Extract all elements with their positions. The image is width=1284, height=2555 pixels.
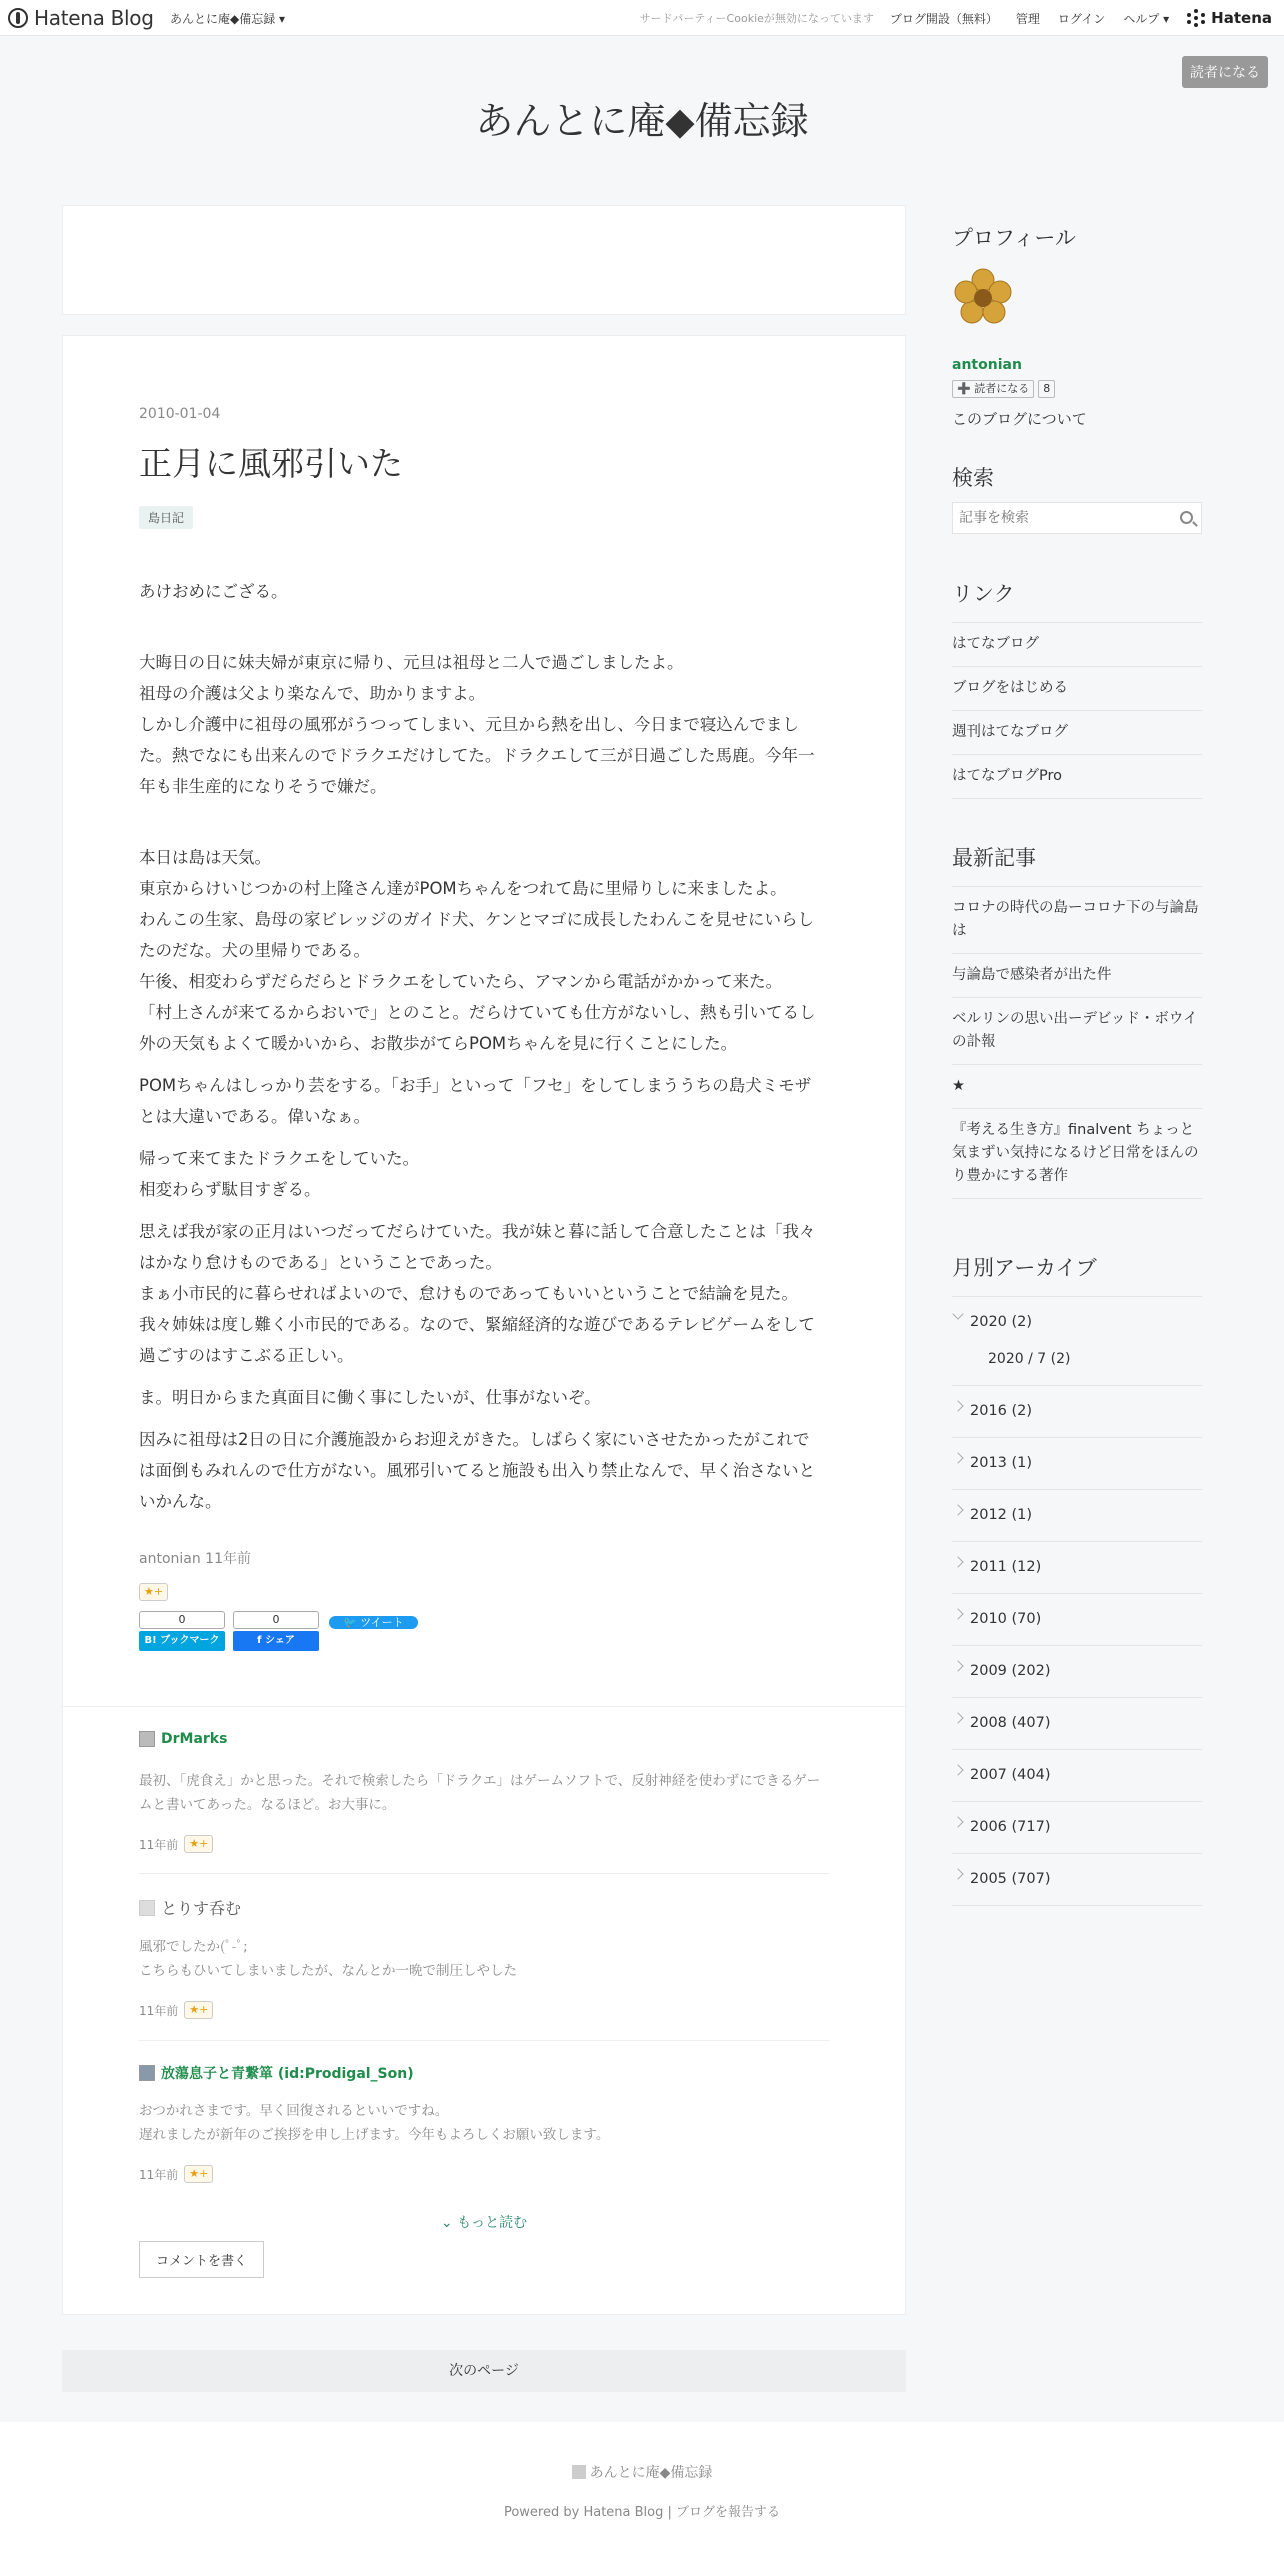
archive-year-label[interactable]: 2020 (2) <box>970 1314 1033 1330</box>
comment-text: おつかれさまです。早く回復されるといいですね。 遅れましたが新年のご挨拶を申し上げます。今年もよろしくお願い致します。 <box>139 2103 610 2143</box>
comment-time[interactable]: 11年前 <box>139 2167 179 2182</box>
blog-title[interactable]: あんとに庵◆備忘録 <box>475 99 809 143</box>
add-star-button[interactable]: ★+ <box>184 2165 213 2183</box>
archive-year-item[interactable] <box>952 1698 1202 1750</box>
archive-year-label[interactable]: 2012 (1) <box>970 1507 1033 1523</box>
chevron-right-icon[interactable] <box>952 1608 963 1619</box>
blog-menu-dropdown[interactable]: あんとに庵◆備忘録 ▾ <box>170 12 286 26</box>
archive-year-label[interactable]: 2007 (404) <box>970 1767 1051 1783</box>
footer-blog-name-label[interactable]: あんとに庵◆備忘録 <box>589 2465 713 2481</box>
chevron-right-icon[interactable] <box>952 1764 963 1775</box>
comment <box>139 2063 829 2183</box>
comment-divider <box>139 2040 829 2041</box>
entry-footer <box>139 1548 839 1651</box>
write-comment-button[interactable]: コメントを書く <box>139 2241 264 2278</box>
archive-year-item[interactable] <box>952 1594 1202 1646</box>
next-page-button[interactable]: 次のページ <box>62 2350 906 2392</box>
entry-meta[interactable]: antonian 11年前 <box>139 1551 251 1567</box>
profile-username[interactable]: antonian <box>952 357 1022 373</box>
archive-year-item[interactable] <box>952 1854 1202 1906</box>
recent-entry-link[interactable]: 与論島で感染者が出た件 <box>952 954 1202 998</box>
sidebar-link[interactable]: ブログをはじめる <box>952 667 1202 711</box>
archive-year-label[interactable]: 2013 (1) <box>970 1455 1033 1471</box>
comment-author-name: とりす呑む <box>161 1899 242 1918</box>
follow-button[interactable]: ➕ 読者になる <box>952 380 1034 398</box>
links-heading: リンク <box>952 582 1015 606</box>
comment-author-name[interactable]: 放蕩息子と青繋箪 (id:Prodigal_Son) <box>161 2066 414 2082</box>
chevron-right-icon[interactable] <box>952 1816 963 1827</box>
recent-entry-link[interactable]: 『考える生き方』finalvent ちょっと気まずい気持になるけど日常をほんのり豊かにする著作 <box>952 1109 1202 1199</box>
comment-author[interactable] <box>139 2063 829 2083</box>
sidebar-link[interactable]: はてなブログ <box>952 623 1202 667</box>
hatena-blog-logo-icon <box>8 8 28 28</box>
tweet-button[interactable]: 🐦 ツイート <box>329 1616 418 1629</box>
entry-body <box>139 576 819 1528</box>
chevron-down-icon: ⌄ <box>440 2215 453 2231</box>
comment-author <box>139 1896 829 1919</box>
entry-paragraph: POMちゃんはしっかり芸をする。「お手」といって「フセ」をしてしまううちの島犬ミモザとは大違いである。偉いなぁ。 <box>139 1076 812 1126</box>
recent-entry-link[interactable]: コロナの時代の島ーコロナ下の与論島は <box>952 887 1202 954</box>
archive-year-item[interactable] <box>952 1542 1202 1594</box>
archive-list <box>952 1296 1202 1906</box>
page-footer <box>0 2422 1284 2555</box>
archive-year-item[interactable] <box>952 1297 1202 1386</box>
share-count: 0 <box>233 1611 319 1629</box>
entry-paragraph: 帰って来てまたドラクエをしていた。 相変わらず駄目すぎる。 <box>139 1149 420 1199</box>
entry <box>62 335 906 2315</box>
comment-time-row <box>139 2001 829 2019</box>
comments-separator <box>63 1706 905 1707</box>
search-box <box>952 502 1202 534</box>
archive-year-item[interactable] <box>952 1438 1202 1490</box>
recent-entries-module <box>952 842 1202 1199</box>
entry-title[interactable]: 正月に風邪引いた <box>139 444 403 483</box>
hatena-blog-logo[interactable] <box>8 6 154 30</box>
hatena-link[interactable] <box>1187 9 1272 27</box>
comment-text: 風邪でしたか(ﾟ-ﾟ; こちらもひいてしまいましたが、なんとか一晩で制圧しやした <box>139 1939 517 1979</box>
entry-paragraph: ま。明日からまた真面目に働く事にしたいが、仕事がないぞ。 <box>139 1388 601 1407</box>
hatena-bookmark-button[interactable] <box>139 1611 225 1651</box>
entry-date[interactable]: 2010-01-04 <box>139 406 221 422</box>
comment-time-row <box>139 2165 829 2183</box>
comment-author-name[interactable]: DrMarks <box>161 1731 228 1747</box>
category-tag[interactable]: 島日記 <box>139 506 193 529</box>
links-list <box>952 622 1202 799</box>
entry-paragraph: あけおめにござる。 <box>139 582 288 601</box>
global-header <box>0 0 1284 36</box>
entry-paragraph: 因みに祖母は2日の日に介護施設からお迎えがきた。しばらく家にいさせたかったがこれでは面倒もみれんので仕方がない。風邪引いてると施設も出入り禁止なんで、早く治さないといかんな。 <box>139 1430 816 1511</box>
profile-avatar-icon[interactable] <box>952 267 1014 329</box>
reader-widget <box>952 380 1055 398</box>
sidebar-link[interactable]: 週刊はてなブログ <box>952 711 1202 755</box>
archive-year-label[interactable]: 2006 (717) <box>970 1819 1051 1835</box>
comment-time[interactable]: 11年前 <box>139 1837 179 1852</box>
archive-year-label[interactable]: 2005 (707) <box>970 1871 1051 1887</box>
recent-entry-link[interactable]: ★ <box>952 1065 1202 1109</box>
archive-year-item[interactable] <box>952 1802 1202 1854</box>
comment-author[interactable] <box>139 1731 829 1747</box>
comment <box>139 1896 829 2019</box>
avatar <box>139 1731 155 1747</box>
profile-module <box>952 222 1202 428</box>
read-more-label: もっと読む <box>457 2215 528 2231</box>
entry-paragraph: 思えば我が家の正月はいつだってだらけていた。我が妹と暮に話して合意したことは「我々はかなり怠けものである」ということであった。 まぁ小市民的に暮らせればよいので、怠けものであってもいいということで結論を見た。 我々姉妹は度し難く小市民的である。なので、緊縮経済的な遊びであるテレビゲームをして過ごすのはすこぶる正しい。 <box>139 1222 816 1365</box>
search-heading: 検索 <box>952 466 994 490</box>
add-star-button[interactable]: ★+ <box>184 2001 213 2019</box>
archive-year-label[interactable]: 2016 (2) <box>970 1403 1033 1419</box>
recent-heading: 最新記事 <box>952 846 1036 870</box>
archive-month-link[interactable]: 2020 / 7 (2) <box>988 1351 1071 1367</box>
chevron-right-icon[interactable] <box>952 1504 963 1515</box>
hatena-dots-icon <box>1187 9 1205 27</box>
chevron-right-icon[interactable] <box>952 1556 963 1567</box>
ad-area <box>62 205 906 315</box>
admin-link[interactable]: 管理 <box>1015 11 1040 26</box>
chevron-right-icon[interactable] <box>952 1400 963 1411</box>
recent-list <box>952 886 1202 1199</box>
profile-heading: プロフィール <box>952 226 1076 250</box>
comment <box>139 1731 829 1853</box>
add-star-button[interactable]: ★+ <box>184 1835 213 1853</box>
comment-time-row <box>139 1835 829 1853</box>
comment-text: 最初、「虎食え」かと思った。それで検索したら「ドラクエ」はゲームソフトで、反射神経を使わずにできるゲームと書いてあった。なるほど。お大事に。 <box>139 1773 821 1813</box>
archive-year-label[interactable]: 2009 (202) <box>970 1663 1051 1679</box>
login-link[interactable]: ログイン <box>1057 11 1106 26</box>
avatar <box>139 1900 155 1916</box>
subscribe-button[interactable]: 読者になる <box>1182 56 1268 88</box>
add-star-button[interactable]: ★+ <box>139 1583 168 1601</box>
comment-divider <box>139 1873 829 1874</box>
archive-module <box>952 1252 1202 1906</box>
share-label: f シェア <box>233 1631 319 1651</box>
chevron-right-icon[interactable] <box>952 1712 963 1723</box>
archive-year-item[interactable] <box>952 1490 1202 1542</box>
archive-year-label[interactable]: 2008 (407) <box>970 1715 1051 1731</box>
links-module <box>952 578 1202 799</box>
sidebar-link[interactable]: はてなブログPro <box>952 755 1202 799</box>
blog-icon <box>572 2465 586 2479</box>
powered-by[interactable]: Powered by Hatena Blog | ブログを報告する <box>503 2505 781 2520</box>
read-more-link[interactable] <box>63 2212 905 2232</box>
chevron-right-icon[interactable] <box>952 1660 963 1671</box>
archive-heading: 月別アーカイブ <box>952 1256 1097 1280</box>
archive-year-item[interactable] <box>952 1750 1202 1802</box>
chevron-right-icon[interactable] <box>952 1452 963 1463</box>
chevron-down-icon[interactable] <box>952 1308 963 1319</box>
archive-year-item[interactable] <box>952 1386 1202 1438</box>
open-blog-link[interactable]: ブログ開設（無料） <box>889 11 998 26</box>
logo-text: Hatena Blog <box>34 6 154 30</box>
reader-count[interactable]: 8 <box>1038 380 1055 398</box>
footer-blog-name[interactable] <box>0 2462 1284 2482</box>
search-icon[interactable] <box>1180 511 1193 524</box>
bookmark-label: B! ブックマーク <box>139 1631 225 1651</box>
archive-year-item[interactable] <box>952 1646 1202 1698</box>
chevron-right-icon[interactable] <box>952 1868 963 1879</box>
help-menu[interactable]: ヘルプ ▾ <box>1123 11 1170 26</box>
recent-entry-link[interactable]: ベルリンの思い出ーデビッド・ボウイの訃報 <box>952 998 1202 1065</box>
archive-year-label[interactable]: 2010 (70) <box>970 1611 1042 1627</box>
tweet-label: ツイート <box>360 1616 404 1629</box>
avatar <box>139 2065 155 2081</box>
about-blog-link[interactable]: このブログについて <box>952 410 1087 428</box>
cookie-notice[interactable]: サードパーティーCookieが無効になっています <box>639 12 874 25</box>
comment-time[interactable]: 11年前 <box>139 2003 179 2018</box>
facebook-share-button[interactable] <box>233 1611 319 1651</box>
entry-paragraph: 大晦日の日に妹夫婦が東京に帰り、元旦は祖母と二人で過ごしましたよ。 祖母の介護は父より楽なんで、助かりますよ。 しかし介護中に祖母の風邪がうつってしまい、元旦から熱を出し、今日まで寝込んでました。熱でなにも出来んのでドラクエだけしてた。ドラクエして三が日過ごした馬鹿。今年一年も非生産的になりそうで嫌だ。 <box>139 653 815 796</box>
search-module <box>952 462 1202 542</box>
archive-year-label[interactable]: 2011 (12) <box>970 1559 1042 1575</box>
search-input[interactable] <box>953 503 1163 533</box>
bookmark-count: 0 <box>139 1611 225 1629</box>
entry-paragraph: 本日は島は天気。 東京からけいじつかの村上隆さん達がPOMちゃんをつれて島に里帰りしに来ましたよ。 わんこの生家、島母の家ビレッジのガイド犬、ケンとマゴに成長したわんこを見せにいらしたのだな。犬の里帰りである。 午後、相変わらずだらだらとドラクエをしていたら、アマンから電話がかかって来た。 「村上さんが来てるからおいで」とのこと。だらけていても仕方がないし、熱も引いてるし外の天気もよくて暖かいから、お散歩がてらPOMちゃんを見に行くことにした。 <box>139 848 816 1053</box>
hatena-brand: Hatena <box>1211 9 1272 27</box>
header-right <box>640 0 1284 36</box>
share-buttons <box>139 1611 839 1651</box>
